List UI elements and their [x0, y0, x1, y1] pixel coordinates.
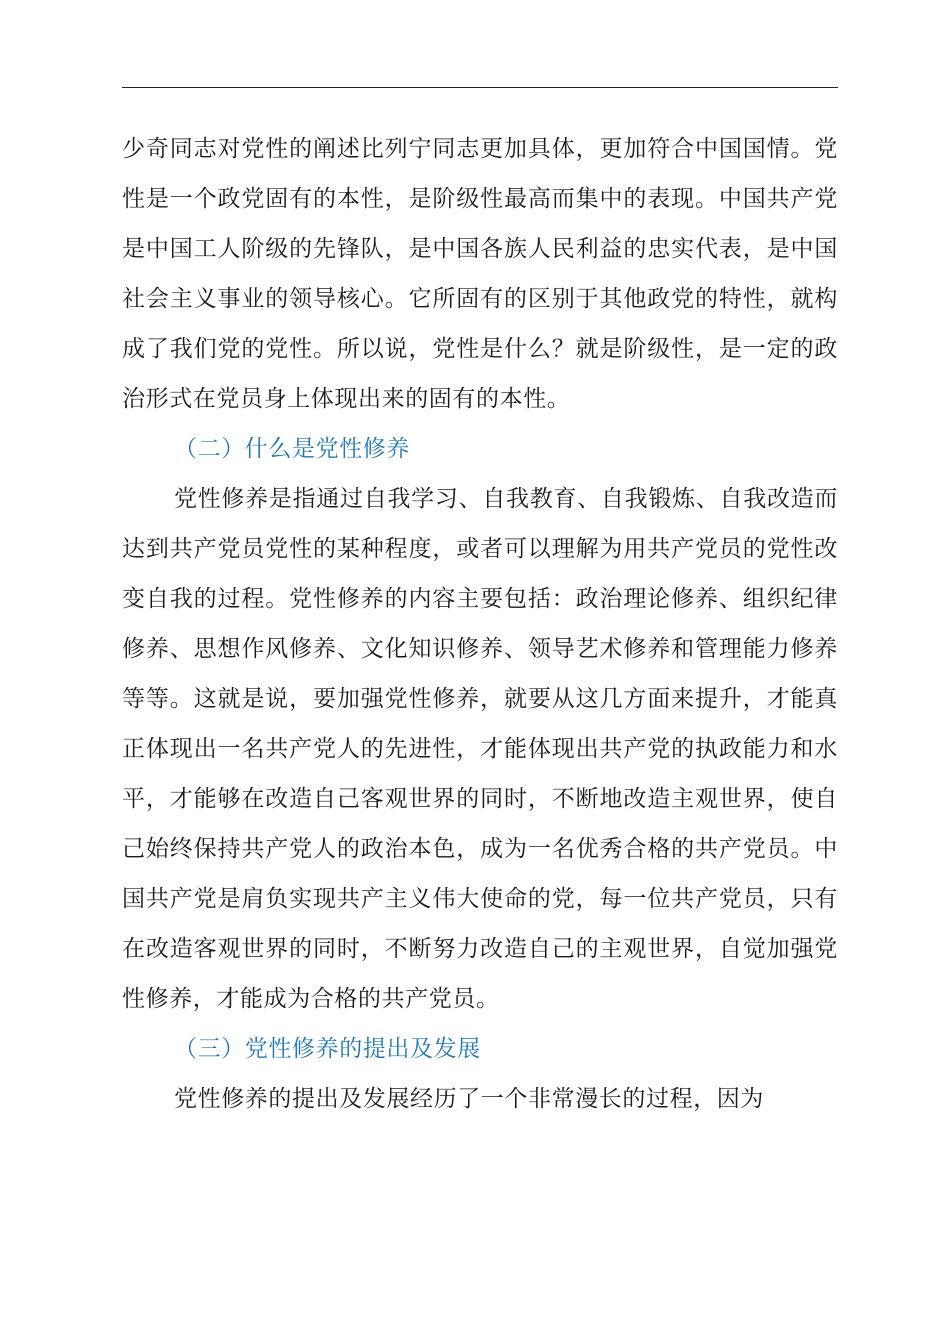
paragraph-origin-start: 党性修养的提出及发展经历了一个非常漫长的过程，因为 [174, 1086, 764, 1112]
section-heading-origin-and-development: （三）党性修养的提出及发展 [174, 1036, 481, 1062]
document-body [122, 124, 838, 1124]
header-rule [122, 87, 838, 88]
paragraph-party-cultivation-content: 党性修养是指通过自我学习、自我教育、自我锻炼、自我改造而达到共产党员党性的某种程度，或者可以理解为用共产党员的党性改变自我的过程。党性修养的内容主要包括：政治理论修养、组织纪律修养、思想作风修养、文化知识修养、领导艺术修养和管理能力修养等等。这就是说，要加强党性修养，就要从这几方面来提升，才能真正体现出一名共产党人的先进性，才能体现出共产党的执政能力和水平，才能够在改造自己客观世界的同时，不断地改造主观世界，使自己始终保持共产党人的政治本色，成为一名优秀合格的共产党员。中国共产党是肩负实现共产主义伟大使命的党，每一位共产党员，只有在改造客观世界的同时，不断努力改造自己的主观世界，自觉加强党性修养，才能成为合格的共产党员。 [122, 486, 838, 1012]
section-heading-what-is-party-cultivation: （二）什么是党性修养 [174, 436, 410, 462]
paragraph-party-nature-definition: 少奇同志对党性的阐述比列宁同志更加具体，更加符合中国国情。党性是一个政党固有的本性，是阶级性最高而集中的表现。中国共产党是中国工人阶级的先锋队，是中国各族人民利益的忠实代表，是中国社会主义事业的领导核心。它所固有的区别于其他政党的特性，就构成了我们党的党性。所以说，党性是什么？就是阶级性，是一定的政治形式在党员身上体现出来的固有的本性。 [122, 136, 838, 412]
